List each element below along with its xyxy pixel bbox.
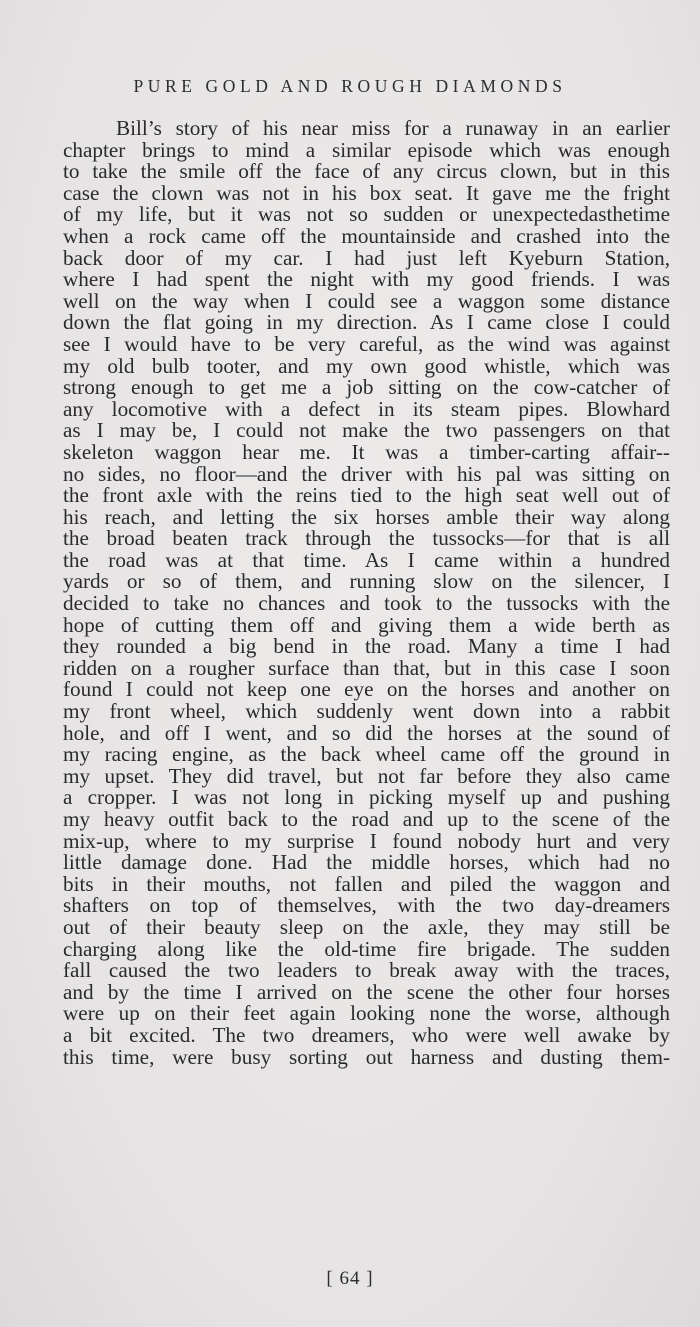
text-line: found I could not keep one eye on the horses and another on	[63, 677, 670, 702]
text-line: they rounded a big bend in the road. Many a time I had	[63, 634, 670, 659]
text-line: skeleton waggon hear me. It was a timber-carting affair--	[63, 439, 670, 464]
text-line: chapter brings to mind a similar episode which was enough	[63, 137, 670, 162]
text-line: back door of my car. I had just left Kyeburn Station,	[63, 245, 670, 270]
text-line: my heavy outfit back to the road and up to the scene of the	[63, 807, 670, 831]
text-line: where I had spent the night with my good friends. I was	[63, 267, 670, 292]
text-line: any locomotive with a defect in its steam pipes. Blowhard	[63, 396, 670, 421]
text-line: well on the way when I could see a waggon some distance	[63, 288, 670, 313]
text-line: hole, and off I went, and so did the horses at the sound of	[63, 720, 670, 745]
text-line: my upset. They did travel, but not far before they also came	[63, 763, 670, 788]
text-line: yards or so of them, and running slow on the silencer, I	[63, 569, 670, 594]
text-line: of my life, but it was not so sudden or unexpectedasthetime	[63, 202, 670, 227]
text-line: out of their beauty sleep on the axle, they may still be	[63, 914, 670, 939]
text-line: my racing engine, as the back wheel came off the ground in	[63, 742, 670, 767]
text-line: strong enough to get me a job sitting on the cow-catcher of	[63, 375, 670, 400]
page-number: [ 64 ]	[326, 1268, 374, 1289]
text-line: to take the smile off the face of any circus clown, but in this	[63, 159, 670, 184]
text-line: hope of cutting them off and giving them a wide berth as	[63, 612, 670, 637]
text-line: and by the time I arrived on the scene the other four horses	[63, 979, 670, 1004]
text-line: a cropper. I was not long in picking myself up and pushing	[63, 785, 670, 810]
text-line: a bit excited. The two dreamers, who were well awake by	[63, 1022, 670, 1047]
text-line: shafters on top of themselves, with the two day-dreamers	[63, 893, 670, 918]
text-line: when a rock came off the mountainside and crashed into the	[63, 223, 670, 248]
text-line: mix-up, where to my surprise I found nobody hurt and very	[63, 828, 670, 853]
running-head: PURE GOLD AND ROUGH DIAMONDS	[133, 76, 567, 96]
text-line: Bill’s story of his near miss for a runaway in an earlier	[116, 116, 670, 140]
text-line: were up on their feet again looking none the worse, although	[63, 1001, 670, 1026]
text-line: little damage done. Had the middle horses, which had no	[63, 850, 670, 875]
text-line: charging along like the old-time fire brigade. The sudden	[63, 936, 670, 961]
text-line: ridden on a rougher surface than that, but in this case I soon	[63, 655, 670, 680]
text-line: the front axle with the reins tied to the high seat well out of	[63, 483, 670, 508]
text-line: decided to take no chances and took to the tussocks with the	[63, 591, 670, 616]
text-line: see I would have to be very careful, as the wind was against	[63, 331, 670, 356]
text-line: down the flat going in my direction. As I came close I could	[63, 310, 670, 335]
text-line: my old bulb tooter, and my own good whistle, which was	[63, 353, 670, 378]
text-line: the broad beaten track through the tussocks—for that is all	[63, 526, 670, 551]
text-line: the road was at that time. As I came within a hundred	[63, 547, 670, 572]
text-line: this time, were busy sorting out harness and dusting them-	[63, 1044, 670, 1069]
text-line: fall caused the two leaders to break away with the traces,	[63, 958, 670, 983]
text-line: case the clown was not in his box seat. It gave me the fright	[63, 180, 670, 205]
text-line: bits in their mouths, not fallen and piled the waggon and	[63, 871, 670, 896]
text-line: no sides, no floor—and the driver with his pal was sitting on	[63, 461, 670, 486]
body-paragraph	[63, 118, 670, 1068]
text-line: as I may be, I could not make the two passengers on that	[63, 418, 670, 443]
text-line: my front wheel, which suddenly went down into a rabbit	[63, 699, 670, 724]
text-line: his reach, and letting the six horses amble their way along	[63, 504, 670, 529]
